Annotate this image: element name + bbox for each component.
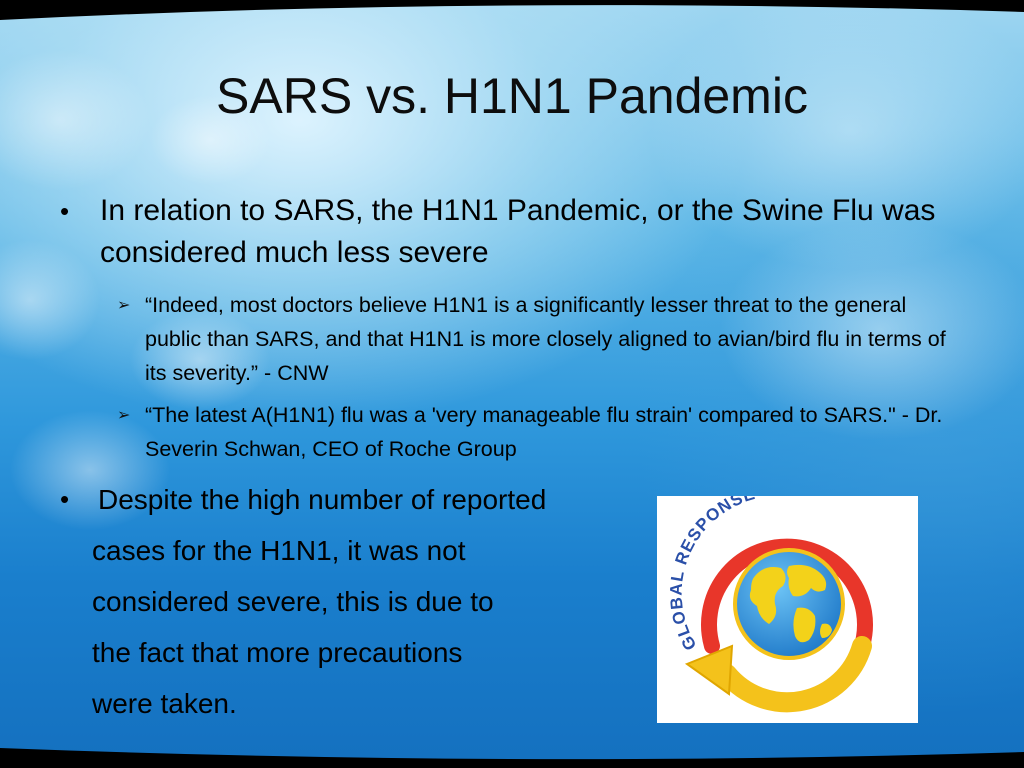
globe-logo-icon — [657, 496, 918, 723]
global-response-logo — [657, 496, 918, 723]
bullet-1 — [60, 190, 980, 274]
bullet-2 — [60, 474, 640, 729]
arrow-icon: ➢ — [117, 407, 131, 424]
sub-bullet-2 — [117, 398, 967, 466]
bullet-1-text: In relation to SARS, the H1N1 Pandemic, or the Swine Flu was considered much less severe — [100, 194, 936, 269]
logo-outer-text: GLOBAL RESPONS — [666, 496, 747, 654]
sub-bullet-1-text: “Indeed, most doctors believe H1N1 is a significantly lesser threat to the general public than SARS, and that H1N1 is more closely aligned to avian/bird flu in terms of its severity.” - CNW — [145, 293, 946, 385]
sub-bullet-2-text: “The latest A(H1N1) flu was a 'very manageable flu strain' compared to SARS." - Dr. Severin Schwan, CEO of Roche Group — [145, 403, 943, 461]
slide-title: SARS vs. H1N1 Pandemic — [216, 68, 808, 124]
bullet-symbol: • — [60, 196, 70, 226]
logo-inner-text: GLOBAL ALERT — [742, 652, 824, 682]
arrow-icon: ➢ — [117, 297, 131, 314]
bullet-symbol: • — [60, 484, 70, 514]
sub-bullet-1 — [117, 288, 967, 390]
bullet-2-text: Despite the high number of reported cases for the H1N1, it was not considered severe, this is due to the fact that more precautions were taken. — [92, 484, 547, 719]
